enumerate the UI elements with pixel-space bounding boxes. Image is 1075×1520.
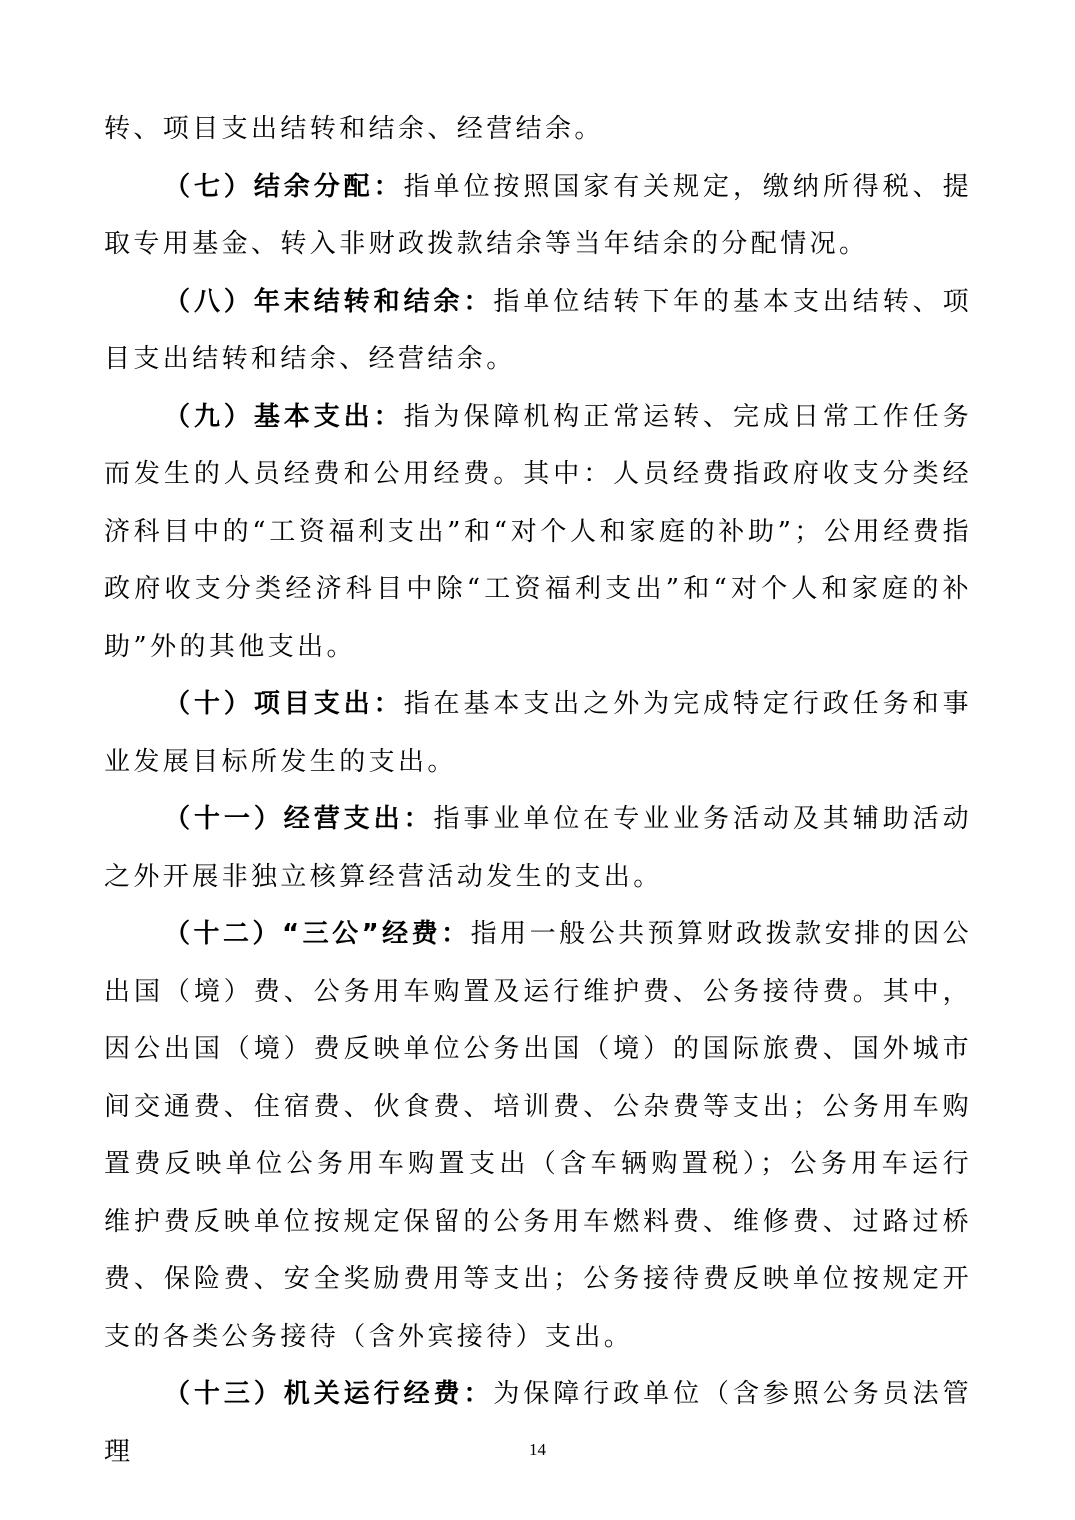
document-body (104, 101, 972, 1481)
paragraph-three-public-expenses (104, 906, 972, 1366)
paragraph-year-end-balance (104, 274, 972, 389)
paragraph-term: （十二）“三公”经费： (164, 919, 471, 949)
paragraph-text: 指单位结转下年的基本支出结转、项目支出结转和结余、经营结余。 (104, 286, 972, 374)
paragraph-text: 为保障行政单位（含参照公务员法管理 (104, 1379, 972, 1467)
paragraph-operating-expenditure (104, 791, 972, 906)
paragraph-term: （十一）经营支出： (164, 804, 434, 834)
paragraph-term: （九）基本支出： (164, 401, 404, 432)
paragraph-term: （十）项目支出： (164, 689, 404, 719)
paragraph-term: （八）年末结转和结余： (164, 286, 494, 317)
paragraph-agency-operating-funds (104, 1366, 972, 1481)
paragraph-basic-expenditure (104, 389, 972, 677)
paragraph-term: （十三）机关运行经费： (164, 1379, 494, 1409)
paragraph-term: （七）结余分配： (164, 171, 404, 202)
paragraph-text: 指在基本支出之外为完成特定行政任务和事业发展目标所发生的支出。 (104, 689, 973, 777)
paragraph-project-expenditure (104, 676, 972, 791)
paragraph-text: 指为保障机构正常运转、完成日常工作任务而发生的人员经费和公用经费。其中：人员经费指政府收支分类经济科目中的“工资福利支出”和“对个人和家庭的补助”；公用经费指政府收支分类经济科目中除“工资福利支出”和“对个人和家庭的补助”外的其他支出。 (104, 401, 973, 662)
paragraph-text: 指用一般公共预算财政拨款安排的因公出国（境）费、公务用车购置及运行维护费、公务接待费。其中，因公出国（境）费反映单位公务出国（境）的国际旅费、国外城市间交通费、住宿费、伙食费、培训费、公杂费等支出；公务用车购置费反映单位公务用车购置支出（含车辆购置税）；公务用车运行维护费反映单位按规定保留的公务用车燃料费、维修费、过路过桥费、保险费、安全奖励费用等支出；公务接待费反映单位按规定开支的各类公务接待（含外宾接待）支出。 (104, 919, 972, 1352)
paragraph-text: 指单位按照国家有关规定，缴纳所得税、提取专用基金、转入非财政拨款结余等当年结余的分配情况。 (104, 171, 973, 259)
paragraph-text: 转、项目支出结转和结余、经营结余。 (104, 114, 604, 144)
paragraph-surplus-distribution (104, 159, 972, 274)
paragraph-continuation (104, 101, 972, 159)
paragraph-text: 指事业单位在专业业务活动及其辅助活动之外开展非独立核算经营活动发生的支出。 (104, 804, 972, 892)
page-number: 14 (529, 1440, 546, 1459)
